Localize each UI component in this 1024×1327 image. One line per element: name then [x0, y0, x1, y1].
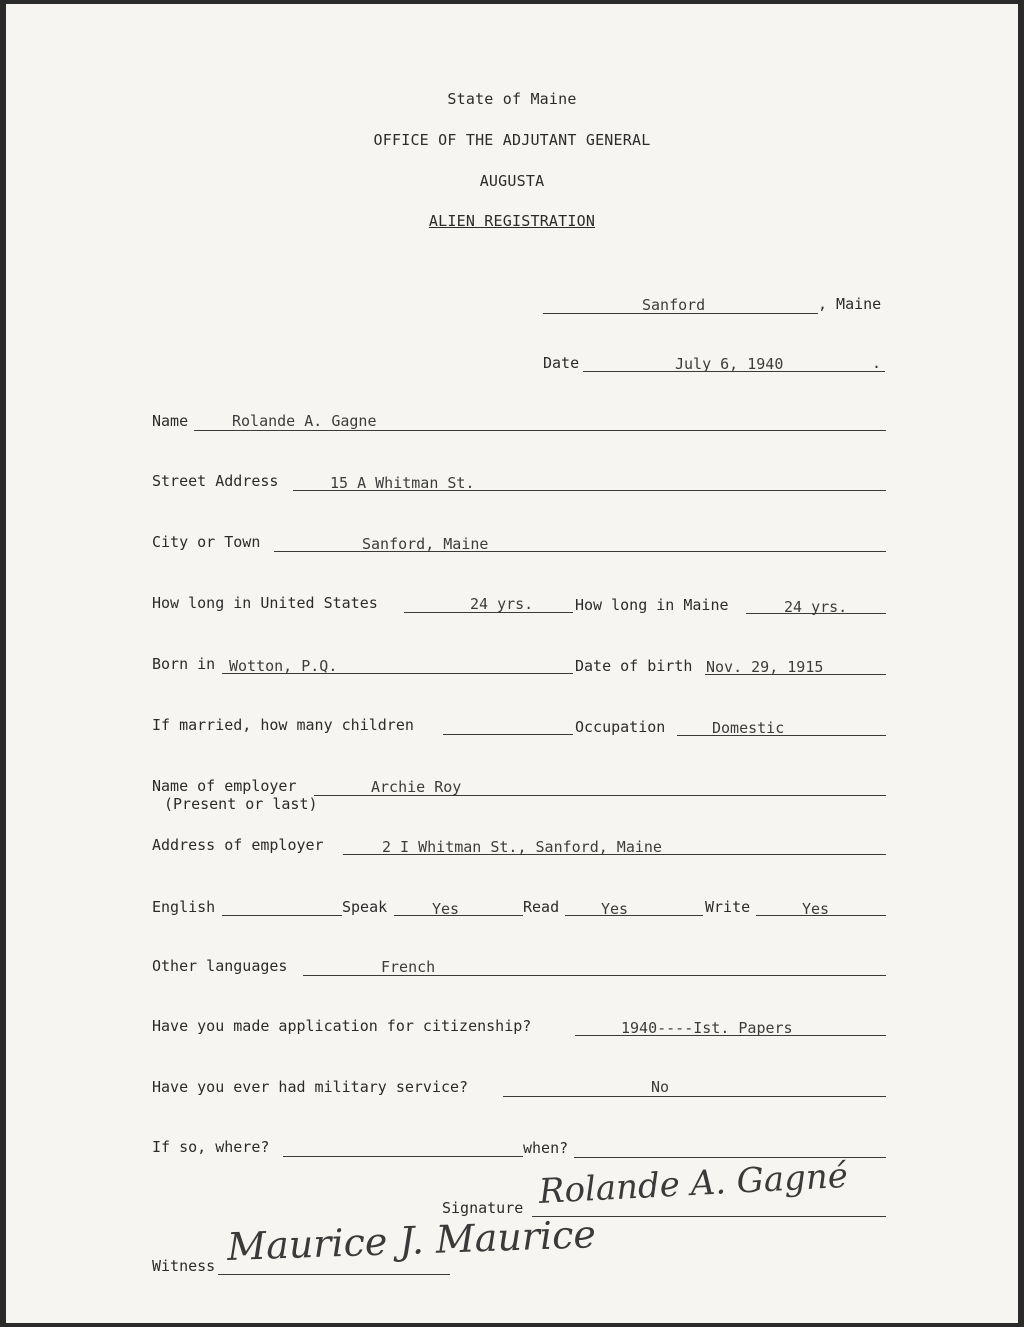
- dob-label: Date of birth: [575, 657, 693, 675]
- witness-label: Witness: [152, 1257, 216, 1275]
- employer-address-label: Address of employer: [152, 836, 324, 854]
- street-value: 15 A Whitman St.: [330, 474, 475, 492]
- english-line: [222, 915, 342, 916]
- date-value: July 6, 1940: [675, 355, 784, 373]
- maine-years-value: 24 yrs.: [784, 598, 848, 616]
- born-label: Born in: [152, 655, 216, 673]
- witness-line: [218, 1274, 450, 1275]
- military-line: [503, 1096, 886, 1097]
- citizenship-value: 1940----Ist. Papers: [621, 1019, 793, 1037]
- city-label: City or Town: [152, 533, 261, 551]
- citizenship-label: Have you made application for citizenship?: [152, 1017, 532, 1035]
- signature-label: Signature: [442, 1199, 524, 1217]
- speak-value: Yes: [432, 900, 460, 918]
- where-label: If so, where?: [152, 1138, 270, 1156]
- children-line: [443, 734, 573, 735]
- signature-handwriting: Rolande A. Gagné: [537, 1155, 849, 1212]
- name-value: Rolande A. Gagne: [232, 412, 377, 430]
- occupation-value: Domestic: [712, 719, 785, 737]
- employer-value: Archie Roy: [371, 778, 462, 796]
- header-state: State of Maine: [447, 90, 577, 108]
- header-title-text: ALIEN REGISTRATION: [428, 212, 596, 230]
- read-label: Read: [523, 898, 560, 916]
- where-line: [283, 1156, 523, 1157]
- us-years-value: 24 yrs.: [470, 595, 534, 613]
- children-label: If married, how many children: [152, 716, 414, 734]
- place-value: Sanford: [642, 296, 706, 314]
- header-title: [0, 212, 1024, 230]
- speak-label: Speak: [342, 898, 388, 916]
- witness-handwriting: Maurice J. Maurice: [226, 1212, 597, 1269]
- write-label: Write: [705, 898, 751, 916]
- english-label: English: [152, 898, 216, 916]
- date-label: Date: [543, 354, 580, 372]
- header-city: AUGUSTA: [479, 172, 545, 190]
- when-label: when?: [523, 1139, 569, 1157]
- other-languages-value: French: [381, 958, 436, 976]
- place-suffix: , Maine: [818, 295, 882, 313]
- employer-address-value: 2 I Whitman St., Sanford, Maine: [382, 838, 662, 856]
- date-end: .: [872, 354, 882, 372]
- name-label: Name: [152, 412, 189, 430]
- military-value: No: [651, 1078, 670, 1096]
- dob-value: Nov. 29, 1915: [706, 658, 824, 676]
- occupation-label: Occupation: [575, 718, 666, 736]
- military-label: Have you ever had military service?: [152, 1078, 469, 1096]
- read-value: Yes: [601, 900, 629, 918]
- header-office: OFFICE OF THE ADJUTANT GENERAL: [373, 131, 651, 149]
- read-line: [565, 915, 703, 916]
- name-line: [194, 430, 886, 431]
- employer-label: Name of employer: [152, 777, 297, 795]
- us-years-label: How long in United States: [152, 594, 378, 612]
- born-value: Wotton, P.Q.: [229, 657, 338, 675]
- maine-years-label: How long in Maine: [575, 596, 729, 614]
- employer-sublabel: (Present or last): [164, 795, 318, 813]
- city-value: Sanford, Maine: [362, 535, 489, 553]
- street-label: Street Address: [152, 472, 279, 490]
- write-value: Yes: [802, 900, 830, 918]
- other-languages-label: Other languages: [152, 957, 288, 975]
